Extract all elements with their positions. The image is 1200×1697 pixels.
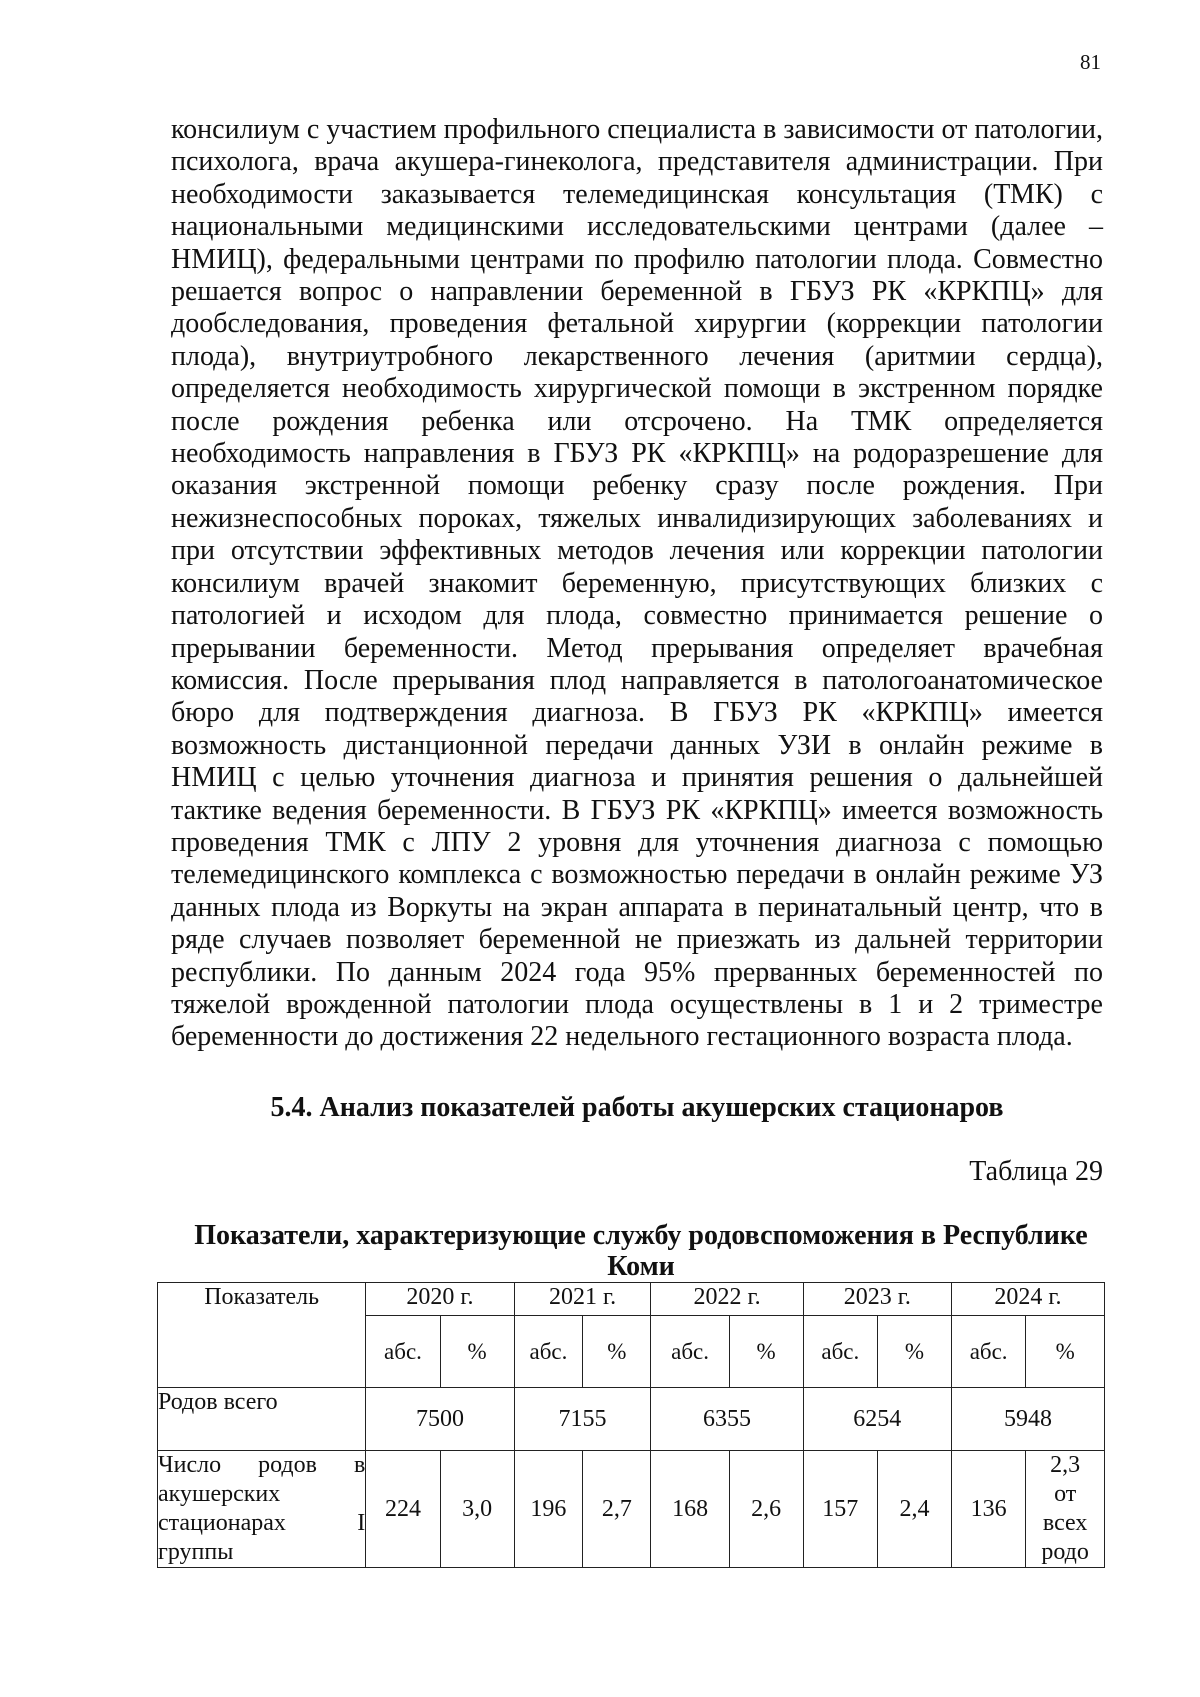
year-header: 2023 г. [803,1283,951,1316]
table-cell: 5948 [951,1388,1104,1451]
data-table [157,1282,1105,1568]
pct-header: % [729,1316,803,1388]
table-cell [1026,1451,1105,1568]
row-label-line: стационарах I [158,1510,366,1536]
cell-line: родо [1041,1539,1089,1565]
body-paragraph: консилиум с участием профильного специалиста в зависимости от патологии, психолога, врача акушера-гинеколога, представителя администрации. При необходимости заказывается телемедицинская консультация (ТМК) с национальными медицинскими исследовательскими центрами (далее – НМИЦ), федеральными центрами по профилю патологии плода. Совместно решается вопрос о направлении беременной в ГБУЗ РК «КРКПЦ» для дообследования, проведения фетальной хирургии (коррекции патологии плода), внутриутробного лекарственного лечения (аритмии сердца), определяется необходимость хирургической помощи в экстренном порядке после рождения ребенка или отсрочено. На ТМК определяется необходимость направления в ГБУЗ РК «КРКПЦ» на родоразрешение для оказания экстренной помощи ребенку сразу после рождения. При нежизнеспособных пороках, тяжелых инвалидизирующих заболеваниях и при отсутствии эффективных методов лечения или коррекции патологии консилиум врачей знакомит беременную, присутствующих близких с патологией и исходом для плода, совместно принимается решение о прерывании беременности. Метод прерывания определяет врачебная комиссия. После прерывания плод направляется в патологоанатомическое бюро для подтверждения диагноза. В ГБУЗ РК «КРКПЦ» имеется возможность дистанционной передачи данных УЗИ в онлайн режиме в НМИЦ с целью уточнения диагноза и принятия решения о дальнейшей тактике ведения беременности. В ГБУЗ РК «КРКПЦ» имеется возможность проведения ТМК с ЛПУ 2 уровня для уточнения диагноза с помощью телемедицинского комплекса с возможностью передачи в онлайн режиме УЗ данных плода из Воркуты на экран аппарата в перинатальный центр, что в ряде случаев позволяет беременной не приезжать из дальней территории республики. По данным 2024 года 95% прерванных беременностей по тяжелой врожденной патологии плода осуществлены в 1 и 2 триместре беременности до достижения 22 недельного гестационного возраста плода. [171,114,1103,1053]
table-cell: 196 [514,1451,583,1568]
year-header: 2022 г. [651,1283,803,1316]
table-row [158,1451,1105,1568]
year-header: 2021 г. [514,1283,651,1316]
pct-header: % [583,1316,651,1388]
pct-header: % [877,1316,951,1388]
page-number: 81 [1080,50,1101,74]
table-cell: 6254 [803,1388,951,1451]
year-header: 2024 г. [951,1283,1104,1316]
row-label [158,1451,366,1568]
table-caption: Таблица 29 [969,1156,1103,1187]
table-cell: 136 [951,1451,1025,1568]
table-cell: 224 [366,1451,440,1568]
abs-header: абс. [514,1316,583,1388]
cell-line: всех [1042,1510,1088,1536]
row-label: Родов всего [158,1388,366,1451]
row-label-line: Число родов в [158,1452,366,1478]
abs-header: абс. [651,1316,729,1388]
table-cell: 157 [803,1451,877,1568]
abs-header: абс. [366,1316,440,1388]
cell-line: 2,3 [1050,1452,1081,1478]
row-label-line: акушерских [158,1481,281,1507]
pct-header: % [1026,1316,1105,1388]
abs-header: абс. [803,1316,877,1388]
table-cell: 2,7 [583,1451,651,1568]
section-heading: 5.4. Анализ показателей работы акушерских стационаров [270,1092,1004,1123]
table-cell: 6355 [651,1388,803,1451]
table-row [158,1388,1105,1451]
table-cell: 2,6 [729,1451,803,1568]
pct-header: % [440,1316,514,1388]
table-cell: 2,4 [877,1451,951,1568]
table-header-row [158,1283,1105,1316]
abs-header: абс. [951,1316,1025,1388]
table-cell: 7500 [366,1388,514,1451]
row-label-line: группы [158,1539,234,1565]
year-header: 2020 г. [366,1283,514,1316]
table-title: Показатели, характеризующие службу родовспоможения в Республике Коми [194,1220,1088,1282]
table-cell: 168 [651,1451,729,1568]
indicator-header: Показатель [158,1283,366,1388]
cell-line: от [1054,1481,1077,1507]
table-cell: 7155 [514,1388,651,1451]
table-cell: 3,0 [440,1451,514,1568]
